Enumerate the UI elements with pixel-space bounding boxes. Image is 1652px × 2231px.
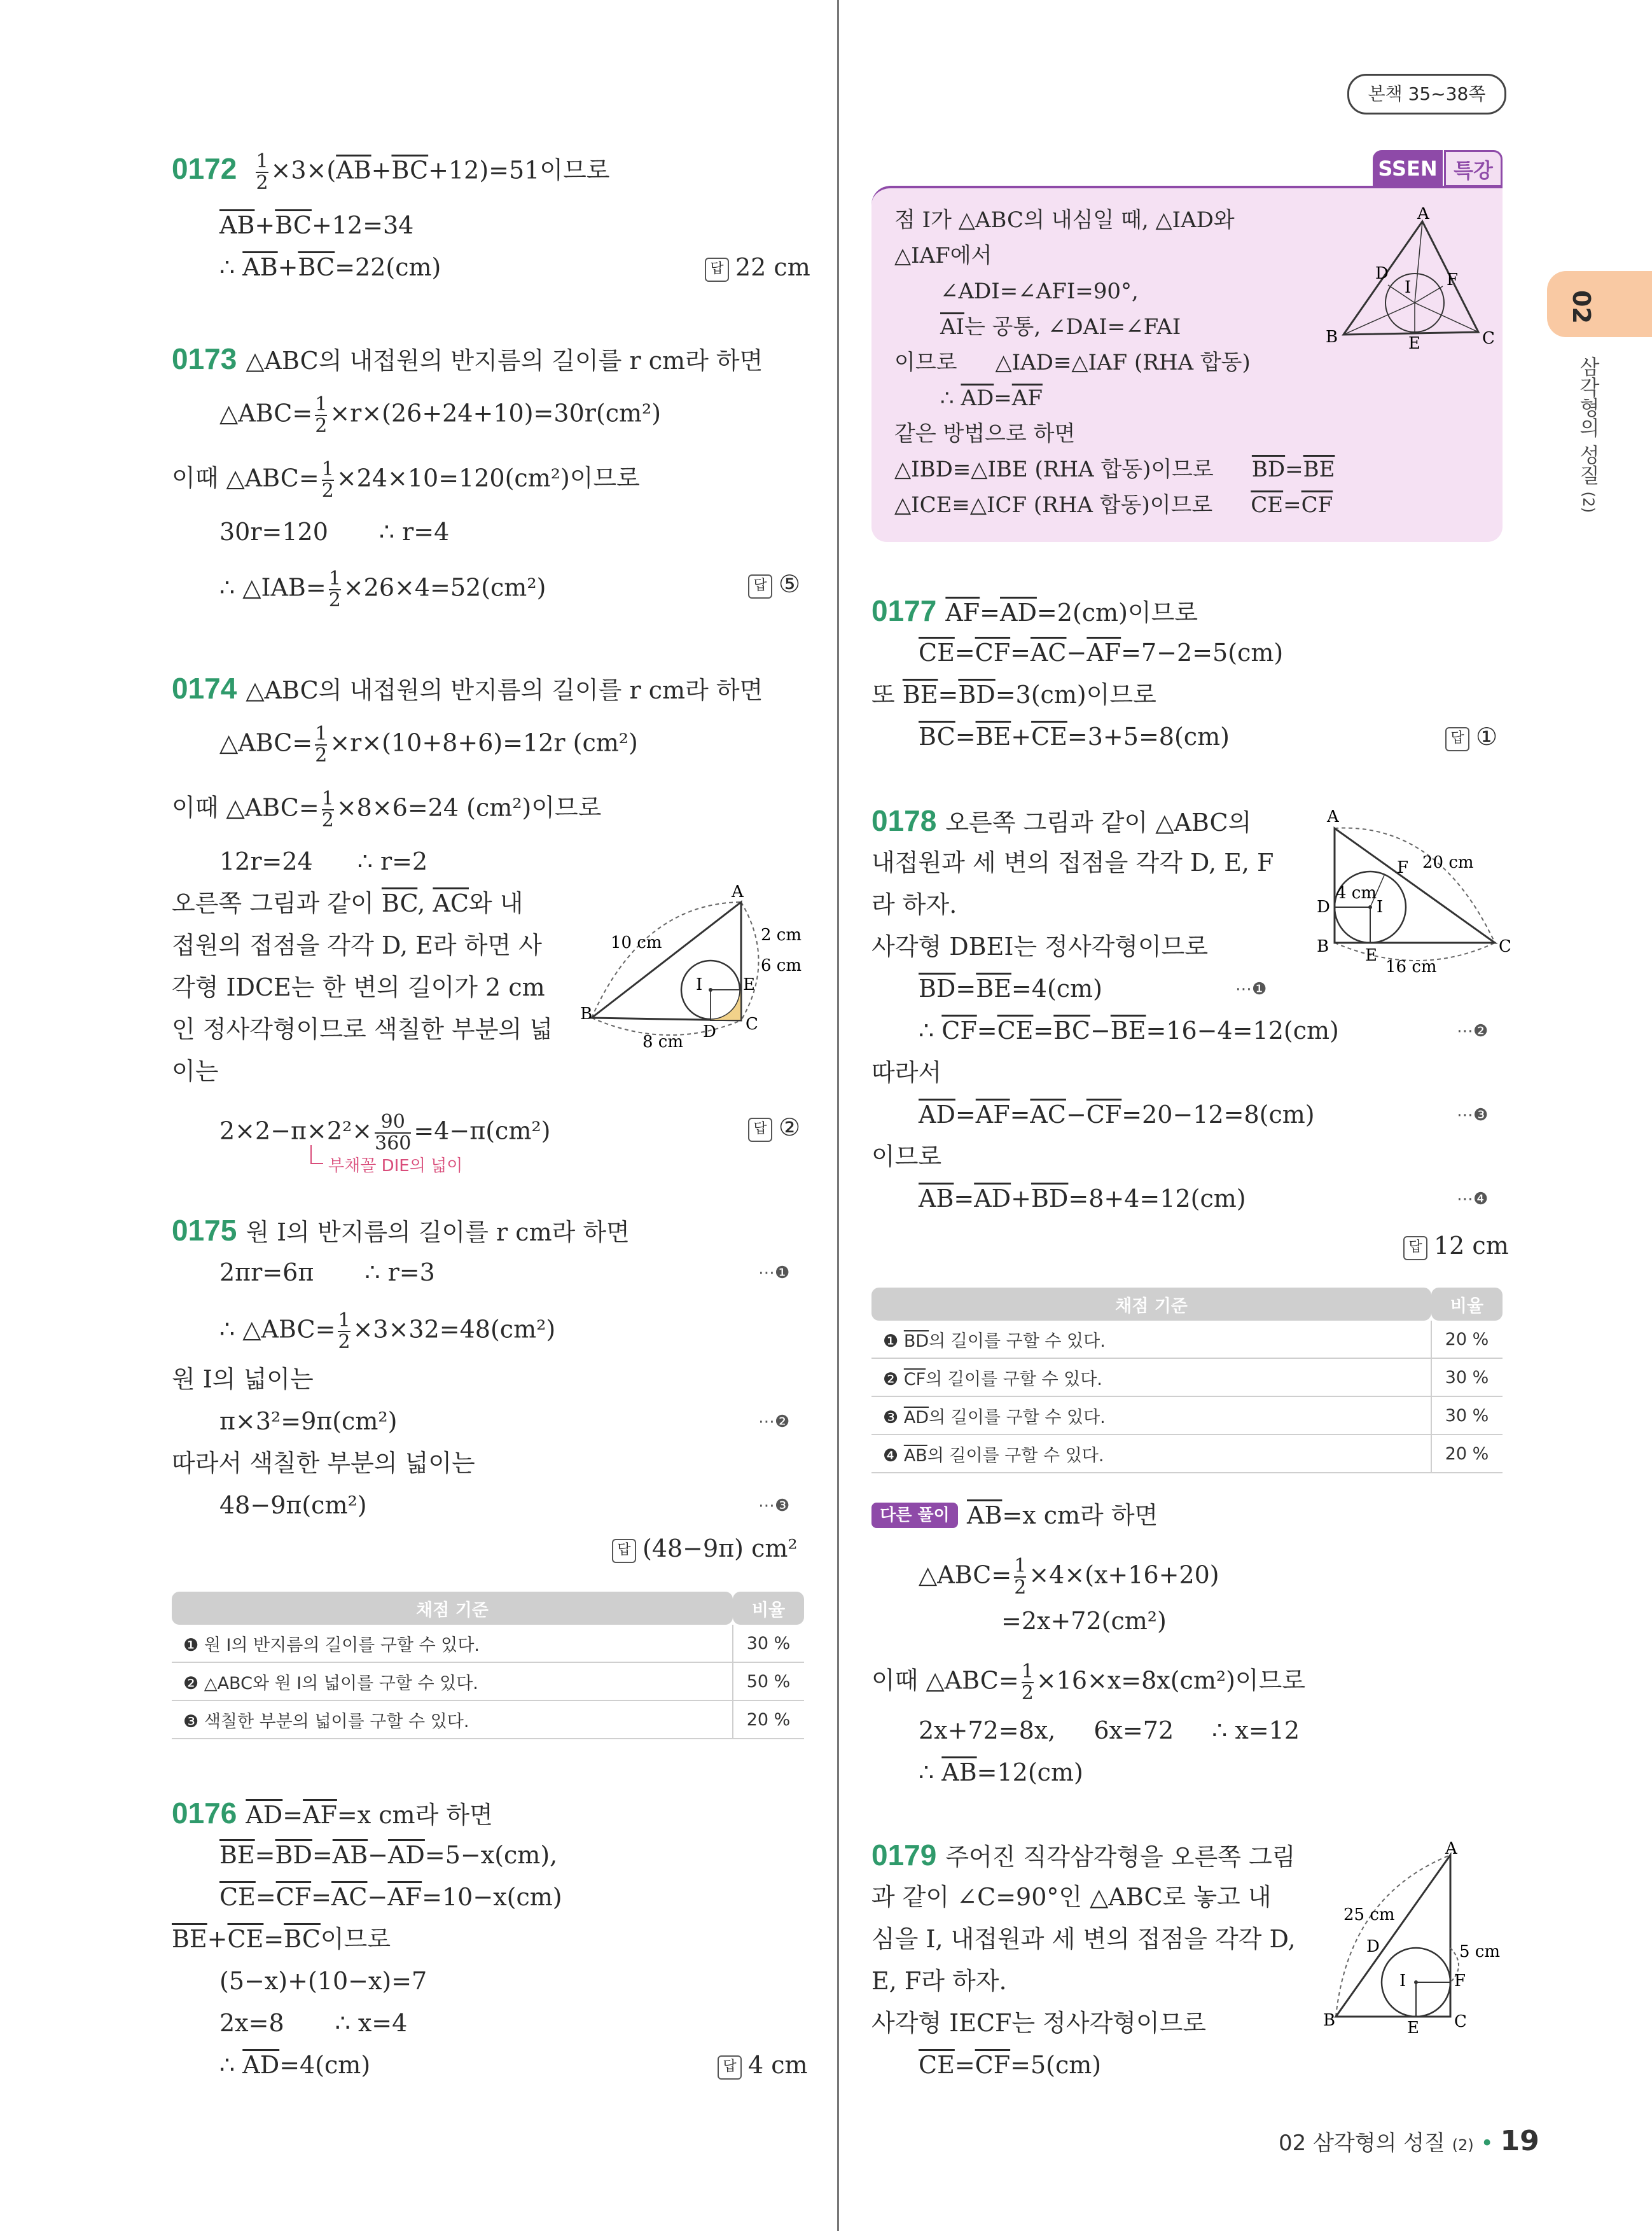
problem-0177-line-1: 0177 $\overline{AF}=\overline{AD}=2(cm)$이므로: [871, 594, 1198, 627]
svg-text:25 cm: 25 cm: [1343, 1905, 1395, 1924]
page-range-text: 본책 35~38쪽: [1368, 83, 1486, 104]
box-line-9: △ICE≡△ICF (RHA 합동)이므로 $\overline{CE}=\overline{CF}$: [894, 492, 1333, 518]
problem-number: 0174: [172, 672, 237, 705]
problem-0175-line-4: 원 I의 넓이는: [172, 1365, 314, 1393]
svg-text:E: E: [1408, 334, 1420, 353]
box-line-6: ∴ $\overline{AD}=\overline{AF}$: [940, 386, 1043, 411]
svg-text:C: C: [746, 1015, 758, 1034]
svg-text:C: C: [1499, 937, 1511, 956]
svg-text:C: C: [1454, 2012, 1467, 2031]
problem-0172-line-2: $\overline{AB}+\overline{BC}+12=34$: [219, 211, 414, 239]
chapter-tab: [1547, 271, 1652, 337]
problem-0179-line-3: 심을 I, 내접원과 세 변의 접점을 각각 D,: [871, 1925, 1296, 1953]
page-footer: [1279, 2125, 1539, 2157]
page-number: 19: [1500, 2125, 1539, 2157]
footer-chapter: 02 삼각형의 성질: [1279, 2130, 1445, 2156]
answer-0176: 답 4 cm: [718, 2050, 808, 2080]
svg-text:A: A: [1445, 1839, 1457, 1858]
problem-0178-line-1: 0178 오른쪽 그림과 같이 △ABC의: [871, 804, 1252, 837]
answer-0178: 답 12 cm: [1403, 1230, 1509, 1261]
problem-0174-calc: 2×2−π×2²× $\frac{90}{360}$ =4−π(cm²): [219, 1111, 551, 1155]
problem-0174-line-3: 이때 △ABC= $\frac{1}{2}$ ×8×6=24 (cm²)이므로: [172, 788, 602, 831]
box-line-3: ∠ADI=∠AFI=90°,: [940, 279, 1139, 304]
chapter-tab-number: 02: [1567, 290, 1595, 324]
svg-text:D: D: [1366, 1937, 1380, 1956]
svg-text:5 cm: 5 cm: [1459, 1942, 1501, 1961]
problem-0173-line-3: 이때 △ABC= $\frac{1}{2}$ ×24×10=120(cm²)이므로: [172, 458, 640, 502]
svg-text:16 cm: 16 cm: [1385, 957, 1437, 976]
box-line-8: △IBD≡△IBE (RHA 합동)이므로 $\overline{BD}=\overline{BE}$: [894, 457, 1335, 482]
step-marker: ⋯❷: [758, 1412, 790, 1431]
scoring-table-0178: 채점 기준 비율 ❶ $\overline{BD}$의 길이를 구할 수 있다. 20 % ❷ $\overline{CF}$의 길이를 구할 수 있다. 30 % ❸ $\overline{AD}$의 길이를 구할 수 있다. 30 % ❹ $\overline{AB}$의 길이를 구할 수 있다. 20 %: [871, 1288, 1503, 1473]
alt-line-1: $\overline{AB}=x$ cm라 하면: [967, 1501, 1158, 1529]
step-marker: ⋯❷: [1457, 1022, 1489, 1041]
alt-line-3: =2x+72(cm²): [1001, 1607, 1167, 1635]
chapter-side-title: [1576, 356, 1603, 513]
step-marker: ⋯❶: [758, 1263, 790, 1282]
problem-0178-line-2: 내접원과 세 변의 접점을 각각 D, E, F: [871, 849, 1274, 877]
figure-0174-triangle: [573, 884, 814, 1056]
alt-line-5: 2x+72=8x, 6x=72 ∴ x=12: [919, 1716, 1300, 1744]
problem-number: 0177: [871, 594, 937, 627]
answer-0172: 답 22 cm: [705, 252, 810, 282]
box-line-2: △IAF에서: [894, 243, 992, 268]
problem-0175-line-6: 따라서 색칠한 부분의 넓이는: [172, 1449, 475, 1477]
figure-0178-right-triangle: [1310, 803, 1514, 981]
problem-0174-line-4: 12r=24 ∴ r=2: [219, 847, 428, 875]
problem-0176-line-1: 0176 $\overline{AD}=\overline{AF}=x$ cm라 하면: [172, 1797, 493, 1830]
problem-0175-line-3: ∴ △ABC= $\frac{1}{2}$ ×3×32=48(cm²): [219, 1309, 556, 1353]
note-bracket: [310, 1145, 323, 1164]
problem-0178-line-3: 라 하자.: [871, 891, 957, 919]
fraction: $\frac{1}{2}$: [256, 150, 268, 194]
svg-text:D: D: [1317, 898, 1330, 917]
alt-line-4: 이때 △ABC= $\frac{1}{2}$ ×16×x=8x(cm²)이므로: [871, 1660, 1306, 1704]
problem-0174-text-5: 이는: [172, 1057, 219, 1085]
svg-text:20 cm: 20 cm: [1422, 853, 1474, 872]
svg-text:E: E: [1407, 2019, 1419, 2038]
answer-0174: 답 ②: [748, 1112, 800, 1143]
problem-0173-line-1: 0173 △ABC의 내접원의 반지름의 길이를 r cm라 하면: [172, 342, 763, 375]
step-marker: ⋯❶: [1235, 980, 1267, 999]
problem-0176-line-3: $\overline{CE}=\overline{CF}=\overline{AC}-\overline{AF}=10-x(cm)$: [219, 1883, 562, 1911]
page-range-badge: [1347, 74, 1506, 115]
problem-number: 0175: [172, 1214, 237, 1247]
box-line-7: 같은 방법으로 하면: [894, 421, 1076, 447]
alt-solution-badge: 다른 풀이: [871, 1503, 958, 1528]
box-line-1: 점 I가 △ABC의 내심일 때, △IAD와: [894, 207, 1235, 233]
special-lecture-tag: 특강: [1444, 150, 1503, 187]
problem-number: 0179: [871, 1838, 937, 1872]
problem-0178-line-4: 사각형 DBEI는 정사각형이므로: [871, 933, 1209, 961]
problem-0174-text-1: 오른쪽 그림과 같이 $\overline{BC}$, $\overline{AC}$와 내: [172, 889, 524, 917]
svg-text:B: B: [1317, 937, 1329, 956]
problem-0174-text-4: 인 정사각형이므로 색칠한 부분의 넓: [172, 1015, 553, 1043]
problem-0176-line-7: ∴ $\overline{AD}=4(cm)$: [219, 2051, 371, 2079]
problem-0177-line-3: 또 $\overline{BE}=\overline{BD}=3(cm)$이므로: [871, 681, 1156, 709]
problem-0179-line-4: E, F라 하자.: [871, 1967, 1007, 1995]
footer-bullet: •: [1480, 2130, 1494, 2156]
figure-0179-right-triangle: [1323, 1838, 1514, 2042]
problem-0178-line-10: $\overline{AB}=\overline{AD}+\overline{BD}=8+4=12(cm)$: [919, 1185, 1246, 1213]
svg-text:D: D: [1375, 264, 1389, 283]
step-marker: ⋯❸: [758, 1496, 790, 1515]
problem-0174-text-2: 접원의 접점을 각각 D, E라 하면 사: [172, 931, 542, 959]
figure-incenter-triangle: [1322, 207, 1500, 354]
column-divider: [837, 0, 839, 2231]
problem-0179-line-6: $\overline{CE}=\overline{CF}=5(cm)$: [919, 2051, 1102, 2079]
problem-0172-line-3: ∴ $\overline{AB}+\overline{BC}=22(cm)$: [219, 253, 441, 281]
problem-0178-line-9: 이므로: [871, 1143, 942, 1171]
table-row: ❷ $\overline{CF}$의 길이를 구할 수 있다. 30 %: [871, 1358, 1503, 1396]
problem-0176-line-2: $\overline{BE}=\overline{BD}=\overline{AB}-\overline{AD}=5-x(cm)$,: [219, 1841, 558, 1869]
svg-text:A: A: [732, 884, 744, 901]
box-line-5: 이므로 △IAD≡△IAF (RHA 합동): [894, 350, 1251, 375]
problem-0176-line-4: $\overline{BE}+\overline{CE}=\overline{BC}$이므로: [172, 1925, 391, 1953]
problem-0175-line-2: 2πr=6π ∴ r=3: [219, 1258, 435, 1286]
problem-0174-text-3: 각형 IDCE는 한 변의 길이가 2 cm: [172, 973, 545, 1001]
alt-line-2: △ABC= $\frac{1}{2}$ ×4×(x+16+20): [919, 1555, 1219, 1599]
svg-text:B: B: [1323, 2011, 1336, 2030]
table-row: ❷ △ABC와 원 I의 넓이를 구할 수 있다. 50 %: [172, 1662, 804, 1700]
problem-0175-line-5: π×3²=9π(cm²): [219, 1407, 398, 1435]
problem-number: 0178: [871, 804, 937, 837]
problem-0177-line-2: $\overline{CE}=\overline{CF}=\overline{AC}-\overline{AF}=7-2=5(cm)$: [919, 639, 1284, 667]
svg-text:I: I: [1377, 898, 1384, 917]
svg-text:F: F: [1397, 858, 1409, 877]
problem-0173-line-4: 30r=120 ∴ r=4: [219, 518, 450, 546]
table-row: ❸ $\overline{AD}$의 길이를 구할 수 있다. 30 %: [871, 1396, 1503, 1435]
table-row: ❶ $\overline{BD}$의 길이를 구할 수 있다. 20 %: [871, 1321, 1503, 1358]
problem-0173-line-2: △ABC= $\frac{1}{2}$ ×r×(26+24+10)=30r(cm²): [219, 393, 662, 437]
problem-0178-line-5: $\overline{BD}=\overline{BE}=4(cm)$: [919, 975, 1102, 1003]
step-marker: ⋯❹: [1457, 1190, 1489, 1209]
svg-text:E: E: [1365, 946, 1377, 965]
svg-text:I: I: [1399, 1971, 1406, 1991]
alt-line-6: ∴ $\overline{AB}=12(cm)$: [919, 1758, 1083, 1786]
problem-0172-line-1: 0172 $\frac{1}{2}$ $\times 3\times(\overline{AB}+\overline{BC}+12)=51$이므로: [172, 150, 610, 194]
problem-0178-line-8: $\overline{AD}=\overline{AF}=\overline{AC}-\overline{CF}=20-12=8(cm)$: [919, 1101, 1315, 1129]
svg-text:2 cm: 2 cm: [761, 926, 802, 945]
svg-text:A: A: [1417, 207, 1429, 223]
svg-text:A: A: [1327, 807, 1339, 826]
problem-0176-line-5: (5−x)+(10−x)=7: [219, 1967, 427, 1995]
problem-0175-line-1: 0175 원 I의 반지름의 길이를 r cm라 하면: [172, 1214, 630, 1247]
svg-text:F: F: [1454, 1971, 1466, 1991]
svg-text:I: I: [1405, 278, 1412, 297]
svg-text:D: D: [703, 1022, 716, 1041]
problem-number: 0172: [172, 151, 237, 185]
svg-text:B: B: [1326, 328, 1338, 347]
problem-0174-line-1: 0174 △ABC의 내접원의 반지름의 길이를 r cm라 하면: [172, 672, 763, 705]
svg-text:6 cm: 6 cm: [761, 956, 802, 975]
answer-0177: 답 ①: [1445, 721, 1497, 752]
problem-0179-line-2: 과 같이 ∠C=90°인 △ABC로 놓고 내: [871, 1883, 1272, 1911]
table-row: ❸ 색칠한 부분의 넓이를 구할 수 있다. 20 %: [172, 1700, 804, 1739]
answer-0173: 답 ⑤: [748, 569, 800, 599]
problem-0174-line-2: △ABC= $\frac{1}{2}$ ×r×(10+8+6)=12r (cm²): [219, 723, 638, 767]
footer-chapter-sub: (2): [1452, 2136, 1474, 2154]
svg-text:E: E: [743, 975, 755, 994]
svg-text:C: C: [1482, 329, 1495, 348]
problem-number: 0176: [172, 1797, 237, 1830]
answer-0175: 답 (48−9π) cm²: [612, 1533, 798, 1564]
svg-text:10 cm: 10 cm: [611, 933, 662, 952]
chapter-subtitle: (2): [1579, 491, 1597, 513]
problem-0176-line-6: 2x=8 ∴ x=4: [219, 2009, 408, 2037]
problem-0173-line-5: ∴ △IAB= $\frac{1}{2}$ ×26×4=52(cm²): [219, 567, 546, 611]
problem-number: 0173: [172, 342, 237, 375]
chapter-title: 삼각형의 성질: [1576, 356, 1600, 485]
svg-text:I: I: [696, 975, 703, 994]
svg-text:8 cm: 8 cm: [642, 1032, 684, 1052]
sector-area-note: 부채꼴 DIE의 넓이: [328, 1157, 463, 1176]
problem-0178-line-7: 따라서: [871, 1059, 942, 1087]
svg-text:B: B: [580, 1004, 593, 1024]
svg-text:4 cm: 4 cm: [1336, 884, 1377, 903]
box-line-4: $\overline{AI}$는 공통, ∠DAI=∠FAI: [940, 314, 1181, 340]
problem-0177-line-4: $\overline{BC}=\overline{BE}+\overline{CE}=3+5=8(cm)$: [919, 723, 1230, 751]
ssen-tag: SSEN: [1373, 150, 1443, 187]
problem-0179-line-1: 0179 주어진 직각삼각형을 오른쪽 그림: [871, 1838, 1296, 1872]
table-row: ❶ 원 I의 반지름의 길이를 구할 수 있다. 30 %: [172, 1625, 804, 1662]
problem-0179-line-5: 사각형 IECF는 정사각형이므로: [871, 2009, 1207, 2037]
table-row: ❹ $\overline{AB}$의 길이를 구할 수 있다. 20 %: [871, 1435, 1503, 1473]
step-marker: ⋯❸: [1457, 1106, 1489, 1125]
svg-text:F: F: [1447, 270, 1459, 289]
problem-0175-line-7: 48−9π(cm²): [219, 1491, 367, 1519]
scoring-table-0175: 채점 기준 비율 ❶ 원 I의 반지름의 길이를 구할 수 있다. 30 % ❷ △ABC와 원 I의 넓이를 구할 수 있다. 50 % ❸ 색칠한 부분의 넓이를 구할 수 있다. 20 %: [172, 1592, 804, 1739]
problem-0178-line-6: ∴ $\overline{CF}=\overline{CE}=\overline{BC}-\overline{BE}=16-4=12(cm)$: [919, 1017, 1339, 1045]
